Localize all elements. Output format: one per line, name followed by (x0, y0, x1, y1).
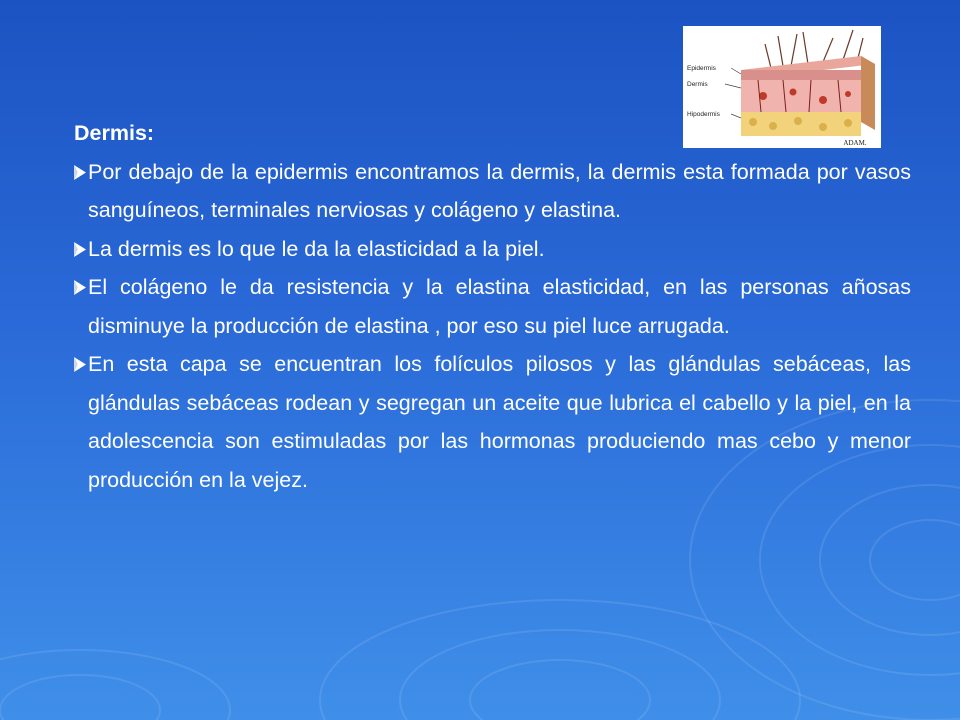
adam-credit: ADAM. (843, 139, 867, 147)
bullet-item (74, 345, 911, 499)
arrowhead-bullet-icon (74, 230, 88, 268)
bullet-text: En esta capa se encuentran los folículos pilosos y las glándulas sebáceas, las glándulas sebáceas rodean y segregan un aceite que lubrica el cabello y la piel, en la adolescencia son estimuladas por las hormonas produciendo mas cebo y menor producción en la vejez. (88, 352, 911, 492)
bullet-text: El colágeno le da resistencia y la elastina elasticidad, en las personas añosas disminuye la producción de elastina , por eso su piel luce arrugada. (88, 275, 911, 338)
bullet-item (74, 153, 911, 230)
bullet-text: La dermis es lo que le da la elasticidad a la piel. (88, 236, 545, 261)
dermis-label: Dermis (687, 81, 708, 88)
section-title: Dermis: (74, 121, 155, 145)
slide-body (74, 114, 911, 499)
arrowhead-bullet-icon (74, 345, 88, 383)
bullet-text: Por debajo de la epidermis encontramos la dermis, la dermis esta formada por vasos sanguíneos, terminales nerviosas y colágeno y elastina. (88, 159, 911, 222)
arrowhead-bullet-icon (74, 153, 88, 191)
bullet-item (74, 268, 911, 345)
epidermis-label: Epidermis (687, 65, 716, 72)
bullet-item (74, 230, 911, 269)
arrowhead-bullet-icon (74, 268, 88, 306)
hypodermis-label: Hipodermis (687, 111, 720, 118)
